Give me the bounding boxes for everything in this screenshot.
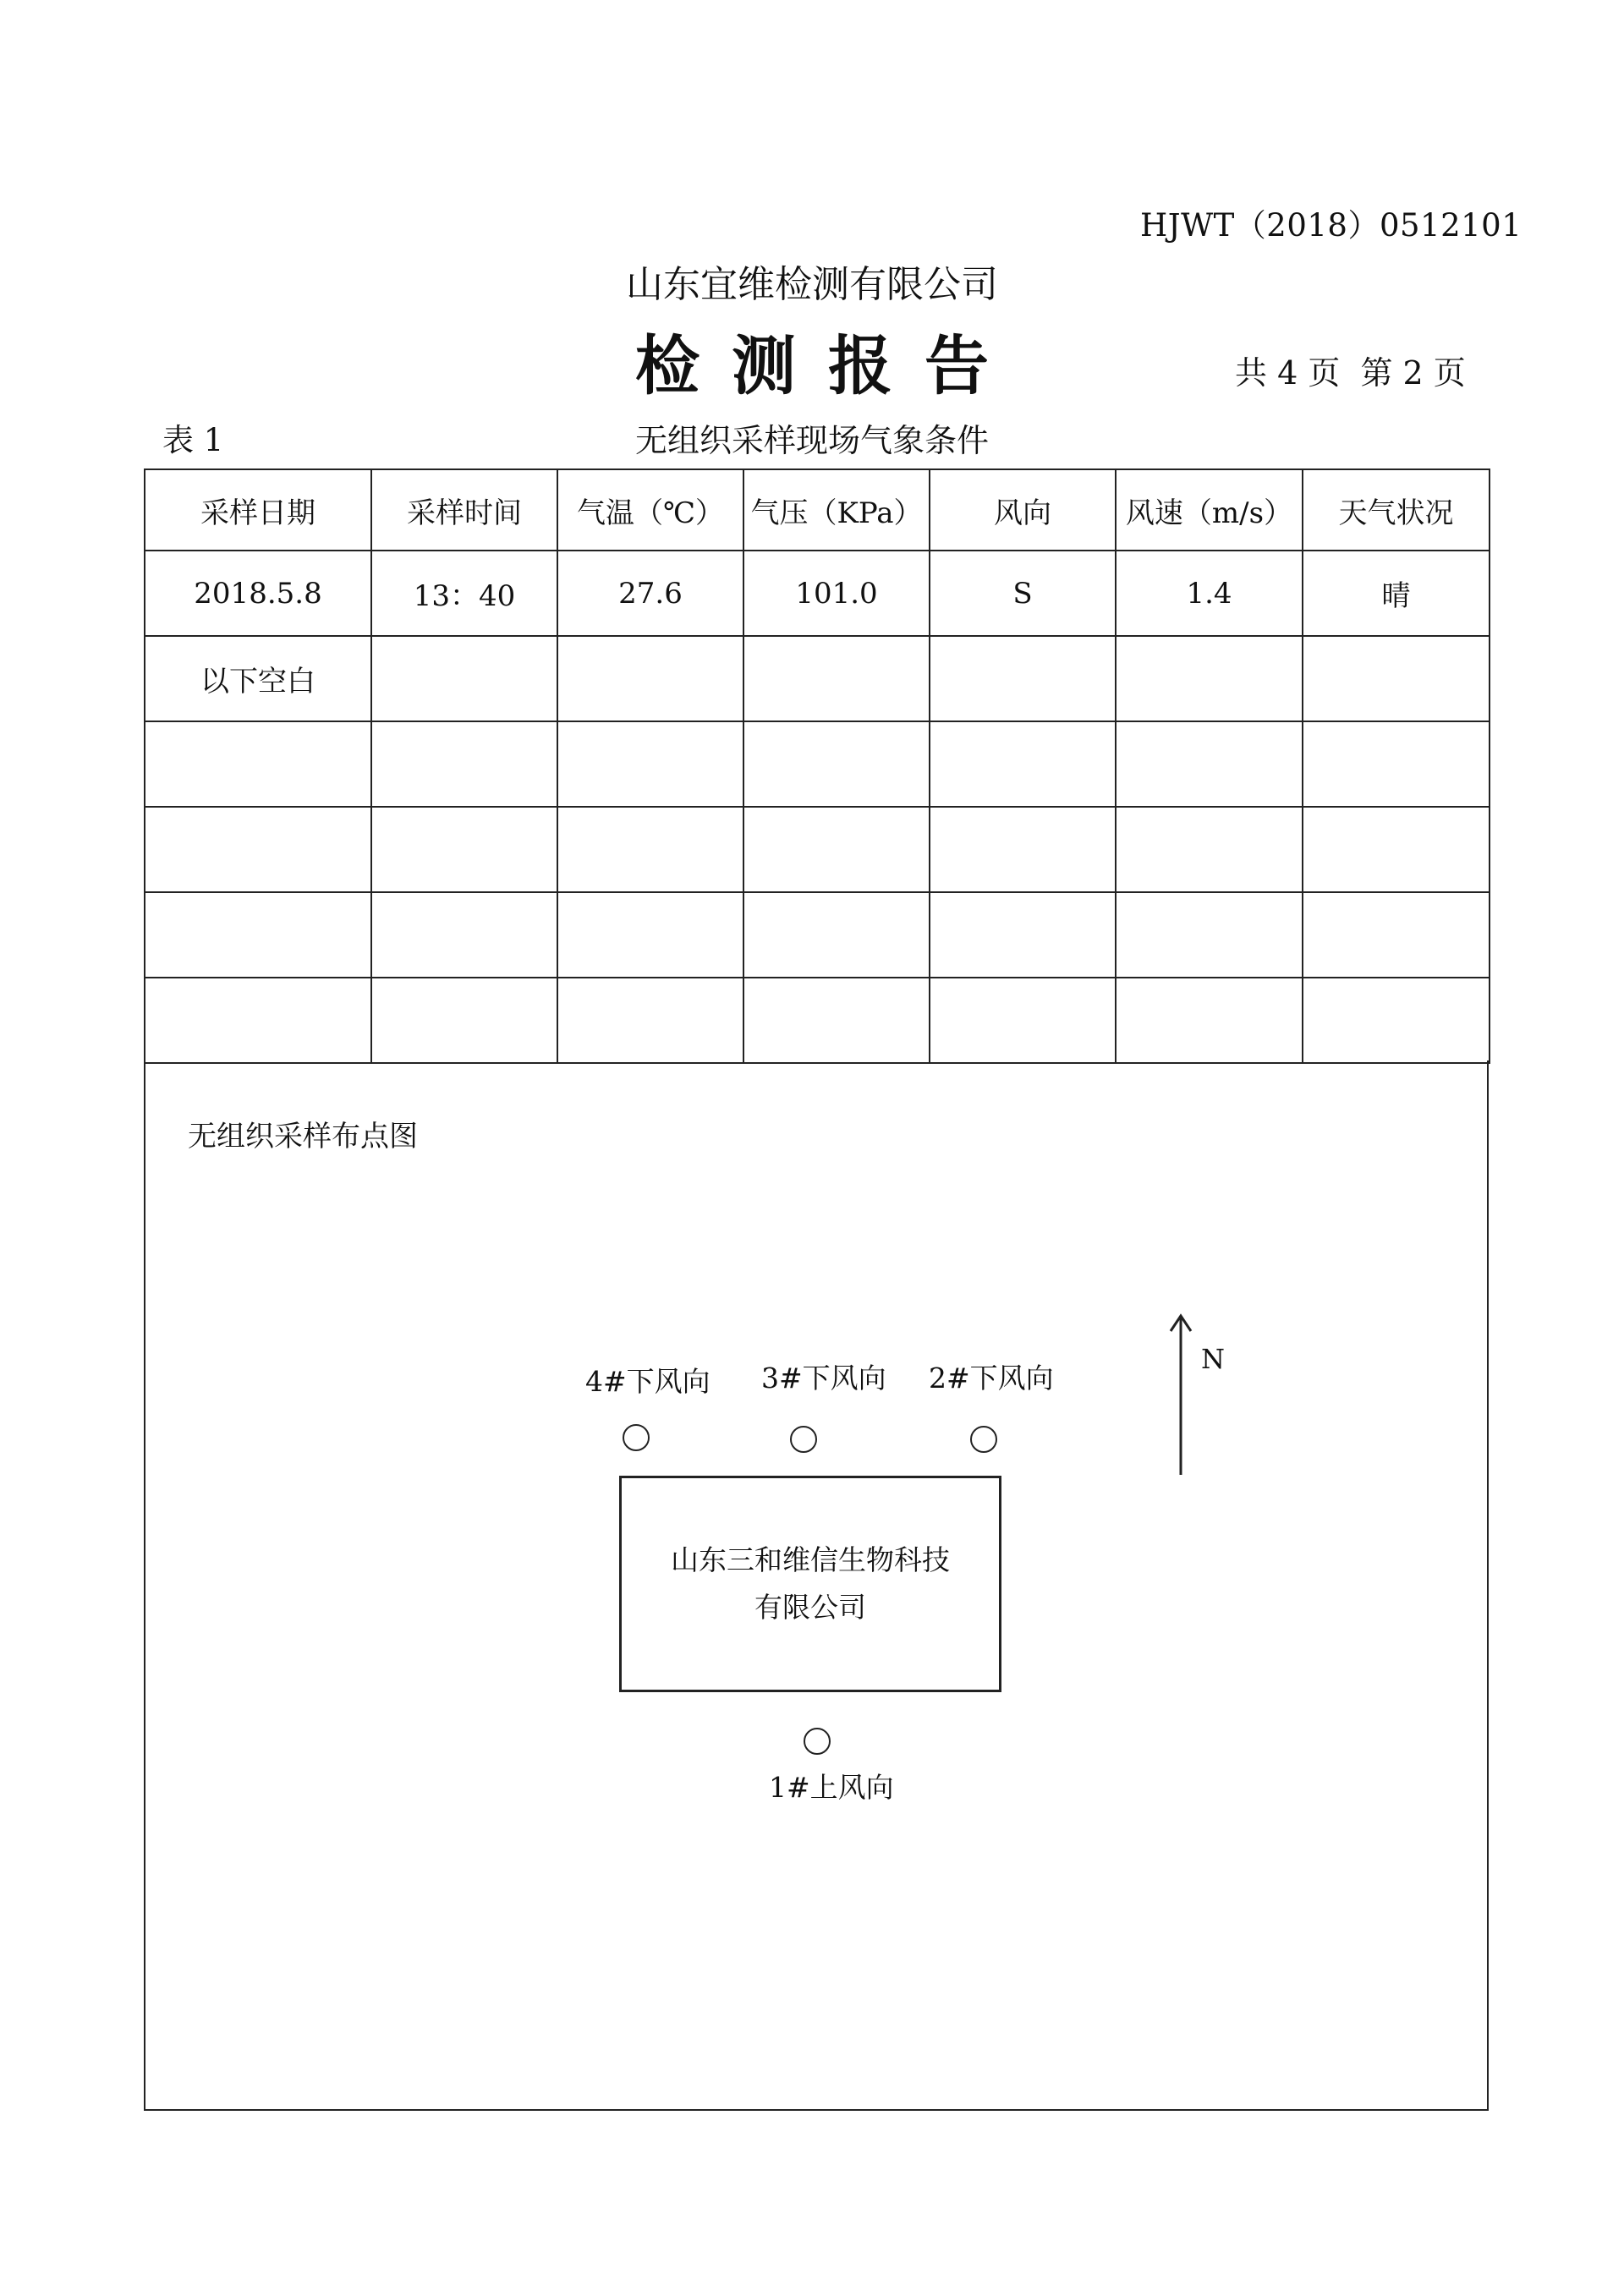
table-cell (145, 807, 371, 892)
factory-name-line2: 有限公司 (754, 1591, 866, 1624)
table-cell (1303, 892, 1490, 978)
sampling-point-3-marker (790, 1426, 817, 1453)
table-cell (557, 721, 743, 807)
col-header-wind-speed: 风速（m/s） (1116, 469, 1303, 551)
table-title: 无组织采样现场气象条件 (634, 422, 989, 459)
table-cell (1303, 721, 1490, 807)
table-cell: 以下空白 (145, 636, 371, 721)
table-cell (743, 978, 930, 1063)
north-label: N (1201, 1343, 1225, 1375)
weather-conditions-table (144, 469, 1490, 1064)
table-cell: 101.0 (743, 551, 930, 636)
table-row (145, 978, 1490, 1063)
table-cell (930, 978, 1116, 1063)
table-cell (371, 807, 557, 892)
table-cell: 27.6 (557, 551, 743, 636)
factory-name-line1: 山东三和维信生物科技 (671, 1543, 950, 1576)
table-cell: S (930, 551, 1116, 636)
table-cell (371, 978, 557, 1063)
point-3-label: 3#下风向 (761, 1362, 886, 1395)
col-header-time: 采样时间 (371, 469, 557, 551)
table-cell (557, 892, 743, 978)
sampling-point-1-marker (804, 1728, 831, 1755)
table-label: 表 1 (162, 422, 224, 458)
table-cell (371, 721, 557, 807)
total-pages: 共 4 页 (1235, 354, 1341, 392)
col-header-date: 采样日期 (145, 469, 371, 551)
current-page: 第 2 页 (1360, 354, 1466, 392)
table-row (145, 807, 1490, 892)
table-cell (1116, 636, 1303, 721)
table-cell (557, 636, 743, 721)
map-title: 无组织采样布点图 (188, 1120, 418, 1153)
table-row (145, 636, 1490, 721)
point-4-label: 4#下风向 (585, 1365, 710, 1398)
table-cell: 2018.5.8 (145, 551, 371, 636)
point-2-label: 2#下风向 (929, 1362, 1054, 1395)
col-header-pressure: 气压（KPa） (743, 469, 930, 551)
table-cell (1303, 636, 1490, 721)
table-cell: 13：40 (371, 551, 557, 636)
table-cell (145, 978, 371, 1063)
table-cell (1116, 978, 1303, 1063)
table-row (145, 551, 1490, 636)
table-cell (557, 978, 743, 1063)
table-cell (1116, 721, 1303, 807)
report-title: 检测报告 (635, 328, 1021, 403)
table-cell (557, 807, 743, 892)
report-number: HJWT（2018）0512101 (1140, 207, 1522, 244)
col-header-weather: 天气状况 (1303, 469, 1490, 551)
company-name: 山东宜维检测有限公司 (626, 263, 998, 306)
table-cell (1303, 978, 1490, 1063)
table-cell (743, 892, 930, 978)
table-cell (1303, 807, 1490, 892)
table-row (145, 892, 1490, 978)
sampling-point-4-marker (623, 1424, 650, 1451)
table-cell (743, 721, 930, 807)
col-header-wind-direction: 风向 (930, 469, 1116, 551)
table-cell (930, 807, 1116, 892)
table-header-row (145, 469, 1490, 551)
factory-building (619, 1476, 1001, 1692)
table-cell (930, 721, 1116, 807)
sampling-point-2-marker (970, 1426, 997, 1453)
table-cell (1116, 892, 1303, 978)
table-cell (371, 636, 557, 721)
table-cell (145, 892, 371, 978)
page-info (1235, 347, 1476, 393)
table-cell (1116, 807, 1303, 892)
north-arrow-icon (1167, 1312, 1194, 1478)
table-cell (743, 807, 930, 892)
col-header-temperature: 气温（℃） (557, 469, 743, 551)
table-cell (743, 636, 930, 721)
point-1-label: 1#上风向 (769, 1771, 894, 1804)
table-cell: 1.4 (1116, 551, 1303, 636)
table-cell (371, 892, 557, 978)
table-row (145, 721, 1490, 807)
table-cell: 晴 (1303, 551, 1490, 636)
table-cell (930, 636, 1116, 721)
table-cell (930, 892, 1116, 978)
table-cell (145, 721, 371, 807)
